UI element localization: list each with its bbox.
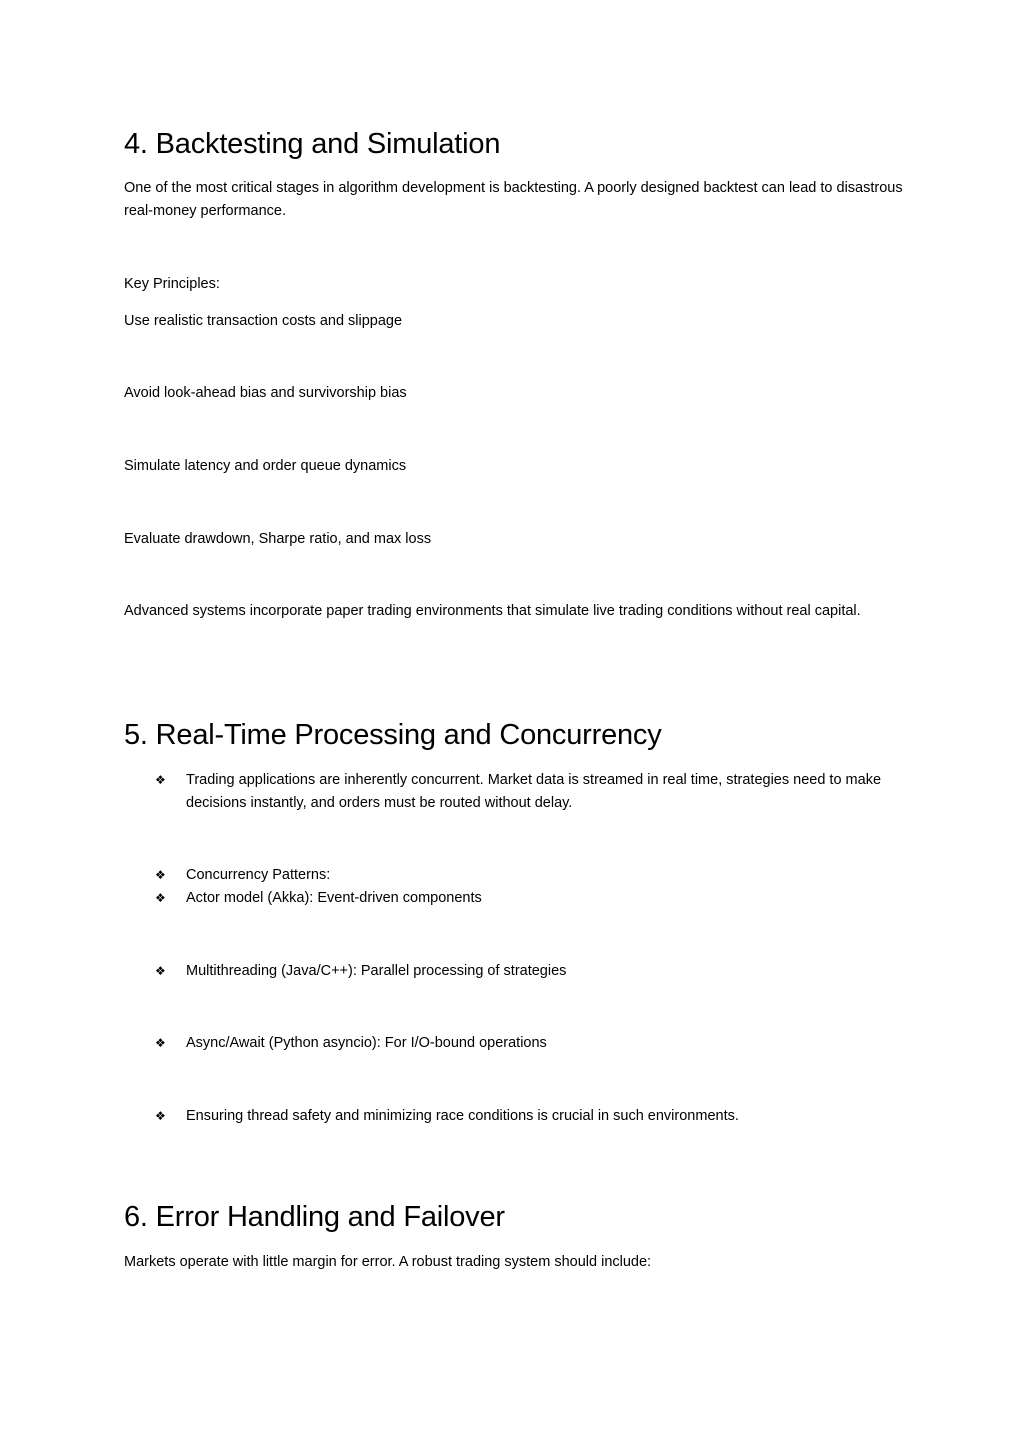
bullet-list-item [155, 1105, 900, 1128]
bullet-list-item [155, 960, 900, 983]
bullet-text: Multithreading (Java/C++): Parallel processing of strategies [186, 963, 567, 979]
section-6-heading: 6. Error Handling and Failover [124, 1201, 505, 1233]
bullet-list-item [155, 887, 900, 910]
section-4-intro: One of the most critical stages in algorithm development is backtesting. A poorly designed backtest can lead to disastrous real-money performance. [124, 180, 903, 219]
diamond-bullet-icon: ❖ [155, 773, 166, 787]
bullet-text: Async/Await (Python asyncio): For I/O-bound operations [186, 1035, 547, 1051]
bullet-list-item [155, 864, 900, 887]
principle-item: Simulate latency and order queue dynamics [124, 458, 407, 474]
bullet-text: Ensuring thread safety and minimizing race conditions is crucial in such environments. [186, 1108, 739, 1124]
diamond-bullet-icon: ❖ [155, 1109, 166, 1123]
section-4-heading: 4. Backtesting and Simulation [124, 128, 501, 160]
section-6-intro: Markets operate with little margin for error. A robust trading system should include: [124, 1254, 652, 1270]
diamond-bullet-icon: ❖ [155, 1036, 166, 1050]
diamond-bullet-icon: ❖ [155, 868, 166, 882]
diamond-bullet-icon: ❖ [155, 891, 166, 905]
bullet-text: Actor model (Akka): Event-driven components [186, 890, 482, 906]
bullet-text: Trading applications are inherently concurrent. Market data is streamed in real time, strategies need to make decisions instantly, and orders must be routed without delay. [186, 772, 882, 811]
bullet-list-item [155, 1032, 900, 1055]
key-principles-label: Key Principles: [124, 276, 220, 292]
bullet-list-item [155, 769, 900, 815]
bullet-text: Concurrency Patterns: [186, 867, 331, 883]
principle-item: Use realistic transaction costs and slippage [124, 313, 403, 329]
section-5-heading: 5. Real-Time Processing and Concurrency [124, 719, 662, 751]
principle-item: Evaluate drawdown, Sharpe ratio, and max loss [124, 531, 432, 547]
section-4-closing: Advanced systems incorporate paper trading environments that simulate live trading conditions without real capital. [124, 603, 861, 619]
diamond-bullet-icon: ❖ [155, 964, 166, 978]
principle-item: Avoid look-ahead bias and survivorship bias [124, 385, 407, 401]
